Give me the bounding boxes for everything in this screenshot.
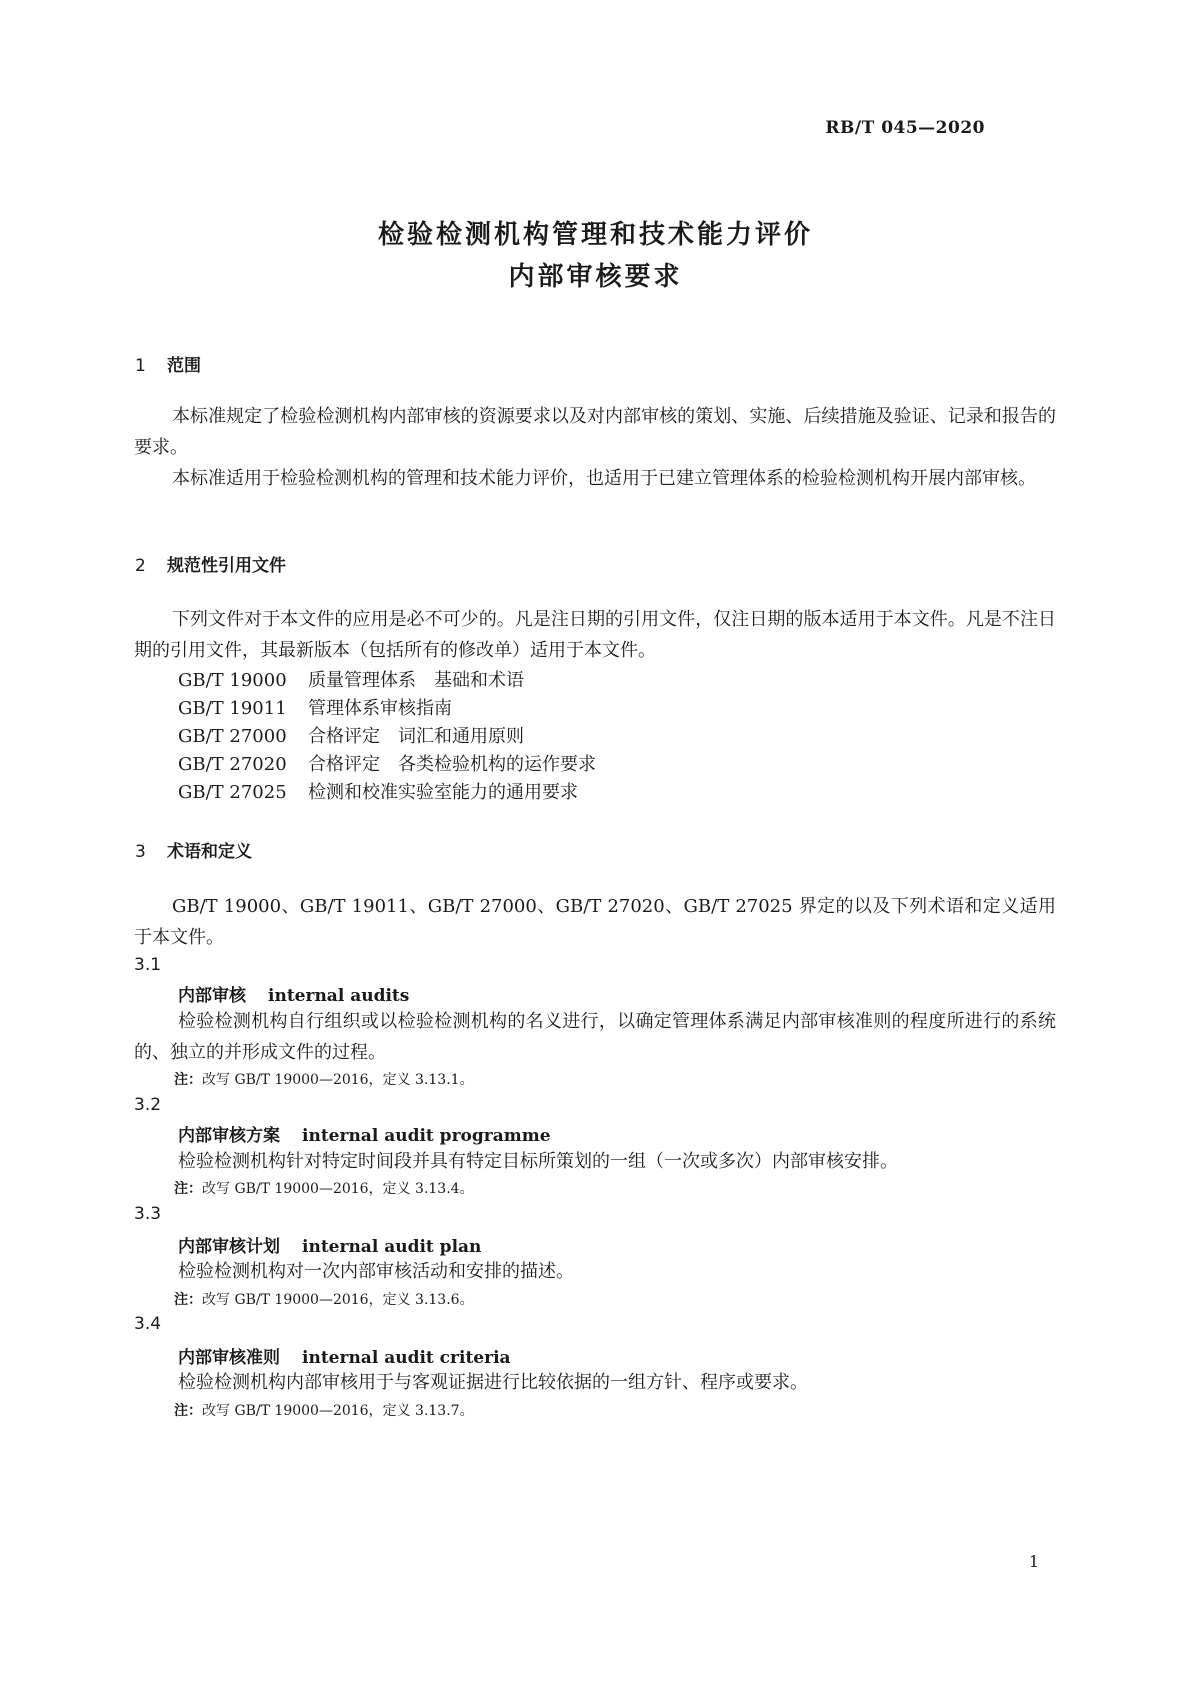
term-name	[178, 1343, 511, 1368]
reference-subtitle: 基础和术语	[434, 670, 524, 691]
reference-title: 合格评定	[308, 726, 380, 747]
section-heading-scope	[135, 351, 201, 376]
term-note	[174, 1289, 474, 1309]
section-number: 3	[135, 842, 146, 862]
reference-title: 质量管理体系	[308, 670, 416, 691]
term-number: 3.3	[134, 1204, 162, 1224]
term-name-en: internal audits	[268, 986, 410, 1006]
term-note	[174, 1400, 474, 1420]
section-number: 1	[135, 356, 146, 376]
term-name-cn: 内部审核准则	[178, 1348, 280, 1368]
term-number: 3.1	[134, 955, 162, 975]
term-name-en: internal audit criteria	[302, 1348, 511, 1368]
document-title-line-2: 内部审核要求	[508, 262, 683, 292]
reference-code: GB/T 19000	[178, 670, 287, 691]
term-definition: 检验检测机构内部审核用于与客观证据进行比较依据的一组方针、程序或要求。	[178, 1372, 808, 1393]
term-name	[178, 981, 409, 1006]
reference-title: 合格评定	[308, 754, 380, 775]
section-title: 术语和定义	[167, 842, 252, 862]
reference-code: GB/T 19011	[178, 698, 287, 719]
paragraph: 下列文件对于本文件的应用是必不可少的。凡是注日期的引用文件，仅注日期的版本适用于本文件。凡是不注日期的引用文件，其最新版本（包括所有的修改单）适用于本文件。	[134, 609, 1056, 661]
section-heading-terms-and-definitions	[135, 837, 252, 862]
term-name	[178, 1121, 551, 1146]
term-name-cn: 内部审核	[178, 986, 246, 1006]
term-definition: 检验检测机构针对特定时间段并具有特定目标所策划的一组（一次或多次）内部审核安排。	[178, 1151, 898, 1172]
note-text: 改写 GB/T 19000—2016，定义 3.13.4。	[202, 1181, 474, 1197]
term-number: 3.2	[134, 1095, 162, 1115]
page-number: 1	[1028, 1552, 1039, 1571]
term-number: 3.4	[134, 1314, 162, 1334]
paragraph: GB/T 19000、GB/T 19011、GB/T 27000、GB/T 27020、GB/T 27025 界定的以及下列术语和定义适用于本文件。	[134, 896, 1056, 948]
reference-subtitle: 各类检验机构的运作要求	[398, 754, 596, 775]
note-label: 注：	[174, 1403, 202, 1419]
term-note	[174, 1069, 474, 1089]
term-definition: 检验检测机构自行组织或以检验检测机构的名义进行，以确定管理体系满足内部审核准则的程度所进行的系统的、独立的并形成文件的过程。	[134, 1011, 1056, 1063]
section-title: 范围	[167, 356, 201, 376]
document-code: RB/T 045—2020	[825, 118, 985, 138]
reference-subtitle: 词汇和通用原则	[398, 726, 524, 747]
term-note	[174, 1178, 474, 1198]
term-name-en: internal audit plan	[302, 1237, 482, 1257]
reference-code: GB/T 27020	[178, 754, 287, 775]
note-text: 改写 GB/T 19000—2016，定义 3.13.7。	[202, 1403, 474, 1419]
note-label: 注：	[174, 1072, 202, 1088]
reference-item	[178, 694, 452, 720]
document-title-line-1: 检验检测机构管理和技术能力评价	[377, 220, 813, 250]
term-definition: 检验检测机构对一次内部审核活动和安排的描述。	[178, 1261, 574, 1282]
term-name	[178, 1232, 481, 1257]
reference-code: GB/T 27000	[178, 726, 287, 747]
section-heading-normative-references	[135, 551, 286, 576]
term-name-cn: 内部审核方案	[178, 1126, 280, 1146]
reference-code: GB/T 27025	[178, 782, 287, 803]
reference-item	[178, 666, 524, 692]
note-text: 改写 GB/T 19000—2016，定义 3.13.6。	[202, 1292, 474, 1308]
note-text: 改写 GB/T 19000—2016，定义 3.13.1。	[202, 1072, 474, 1088]
note-label: 注：	[174, 1292, 202, 1308]
paragraph: 本标准规定了检验检测机构内部审核的资源要求以及对内部审核的策划、实施、后续措施及验证、记录和报告的要求。	[134, 406, 1056, 458]
section-title: 规范性引用文件	[167, 556, 286, 576]
reference-title: 检测和校准实验室能力的通用要求	[308, 782, 578, 803]
section-number: 2	[135, 556, 146, 576]
note-label: 注：	[174, 1181, 202, 1197]
reference-title: 管理体系审核指南	[308, 698, 452, 719]
term-name-en: internal audit programme	[302, 1126, 551, 1146]
reference-item	[178, 778, 578, 804]
term-name-cn: 内部审核计划	[178, 1237, 280, 1257]
paragraph: 本标准适用于检验检测机构的管理和技术能力评价，也适用于已建立管理体系的检验检测机构开展内部审核。	[172, 468, 1036, 489]
reference-item	[178, 750, 596, 776]
reference-item	[178, 722, 524, 748]
